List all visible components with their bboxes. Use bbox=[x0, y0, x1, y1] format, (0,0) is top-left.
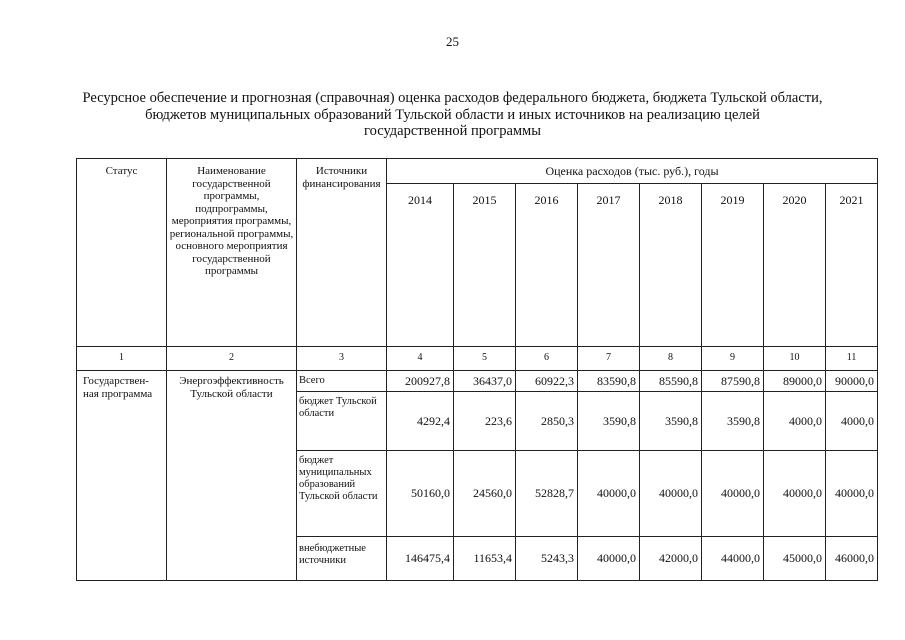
value-cell: 83590,8 bbox=[578, 371, 640, 392]
col-num: 1 bbox=[77, 347, 167, 371]
value-cell: 44000,0 bbox=[702, 537, 764, 581]
value-cell: 46000,0 bbox=[826, 537, 878, 581]
year-2021: 2021 bbox=[839, 193, 864, 207]
title-line-2: бюджетов муниципальных образований Тульской области и иных источников на реализацию целей bbox=[145, 106, 760, 123]
value-cell: 2850,3 bbox=[516, 392, 578, 451]
year-2019: 2019 bbox=[720, 193, 745, 207]
budget-table bbox=[76, 158, 878, 581]
document-title bbox=[60, 90, 845, 140]
year-2018: 2018 bbox=[658, 193, 683, 207]
source-cell: Всего bbox=[297, 371, 387, 392]
value-cell: 45000,0 bbox=[764, 537, 826, 581]
source-cell: внебюджетные источники bbox=[297, 537, 387, 581]
col-num: 3 bbox=[297, 347, 387, 371]
value-cell: 200927,8 bbox=[387, 371, 454, 392]
program-name-cell: Энергоэффективность Тульской области bbox=[167, 371, 297, 581]
header-status: Статус bbox=[77, 159, 167, 347]
value-cell: 4292,4 bbox=[387, 392, 454, 451]
value-cell: 40000,0 bbox=[578, 451, 640, 537]
value-cell: 90000,0 bbox=[826, 371, 878, 392]
column-numbers-row bbox=[77, 347, 878, 371]
year-2020: 2020 bbox=[782, 193, 807, 207]
value-cell: 60922,3 bbox=[516, 371, 578, 392]
value-cell: 40000,0 bbox=[764, 451, 826, 537]
value-cell: 52828,7 bbox=[516, 451, 578, 537]
page-number: 25 bbox=[446, 34, 459, 49]
col-num: 8 bbox=[640, 347, 702, 371]
col-num: 7 bbox=[578, 347, 640, 371]
year-2016: 2016 bbox=[534, 193, 559, 207]
col-num: 5 bbox=[454, 347, 516, 371]
col-num: 6 bbox=[516, 347, 578, 371]
year-2017: 2017 bbox=[596, 193, 621, 207]
value-cell: 36437,0 bbox=[454, 371, 516, 392]
value-cell: 89000,0 bbox=[764, 371, 826, 392]
status-cell: Государствен-ная программа bbox=[77, 371, 167, 581]
value-cell: 50160,0 bbox=[387, 451, 454, 537]
value-cell: 4000,0 bbox=[764, 392, 826, 451]
table-row-total bbox=[77, 371, 878, 392]
col-num: 9 bbox=[702, 347, 764, 371]
header-row-1 bbox=[77, 159, 878, 184]
value-cell: 40000,0 bbox=[640, 451, 702, 537]
value-cell: 42000,0 bbox=[640, 537, 702, 581]
source-cell: бюджет Тульской области bbox=[297, 392, 387, 451]
year-2014: 2014 bbox=[408, 193, 432, 207]
col-num: 2 bbox=[167, 347, 297, 371]
value-cell: 40000,0 bbox=[702, 451, 764, 537]
value-cell: 85590,8 bbox=[640, 371, 702, 392]
col-num: 11 bbox=[826, 347, 878, 371]
col-num: 10 bbox=[764, 347, 826, 371]
value-cell: 223,6 bbox=[454, 392, 516, 451]
value-cell: 87590,8 bbox=[702, 371, 764, 392]
year-2015: 2015 bbox=[472, 193, 497, 207]
header-program-name: Наименование государственной программы, подпрограммы, мероприятия программы, региональной программы, основного мероприятия государственной программы bbox=[167, 159, 297, 347]
value-cell: 4000,0 bbox=[826, 392, 878, 451]
value-cell: 3590,8 bbox=[702, 392, 764, 451]
header-funding-source: Источники финансирования bbox=[297, 159, 387, 347]
title-line-3: государственной программы bbox=[364, 123, 541, 139]
value-cell: 3590,8 bbox=[578, 392, 640, 451]
source-cell: бюджет муниципальных образований Тульской области bbox=[297, 451, 387, 537]
value-cell: 40000,0 bbox=[826, 451, 878, 537]
header-estimate: Оценка расходов (тыс. руб.), годы bbox=[387, 159, 878, 184]
value-cell: 11653,4 bbox=[454, 537, 516, 581]
value-cell: 3590,8 bbox=[640, 392, 702, 451]
title-line-1: Ресурсное обеспечение и прогнозная (справочная) оценка расходов федерального бюджета, бюджета Тульской области, bbox=[82, 90, 823, 106]
value-cell: 24560,0 bbox=[454, 451, 516, 537]
value-cell: 40000,0 bbox=[578, 537, 640, 581]
value-cell: 146475,4 bbox=[387, 537, 454, 581]
col-num: 4 bbox=[387, 347, 454, 371]
value-cell: 5243,3 bbox=[516, 537, 578, 581]
